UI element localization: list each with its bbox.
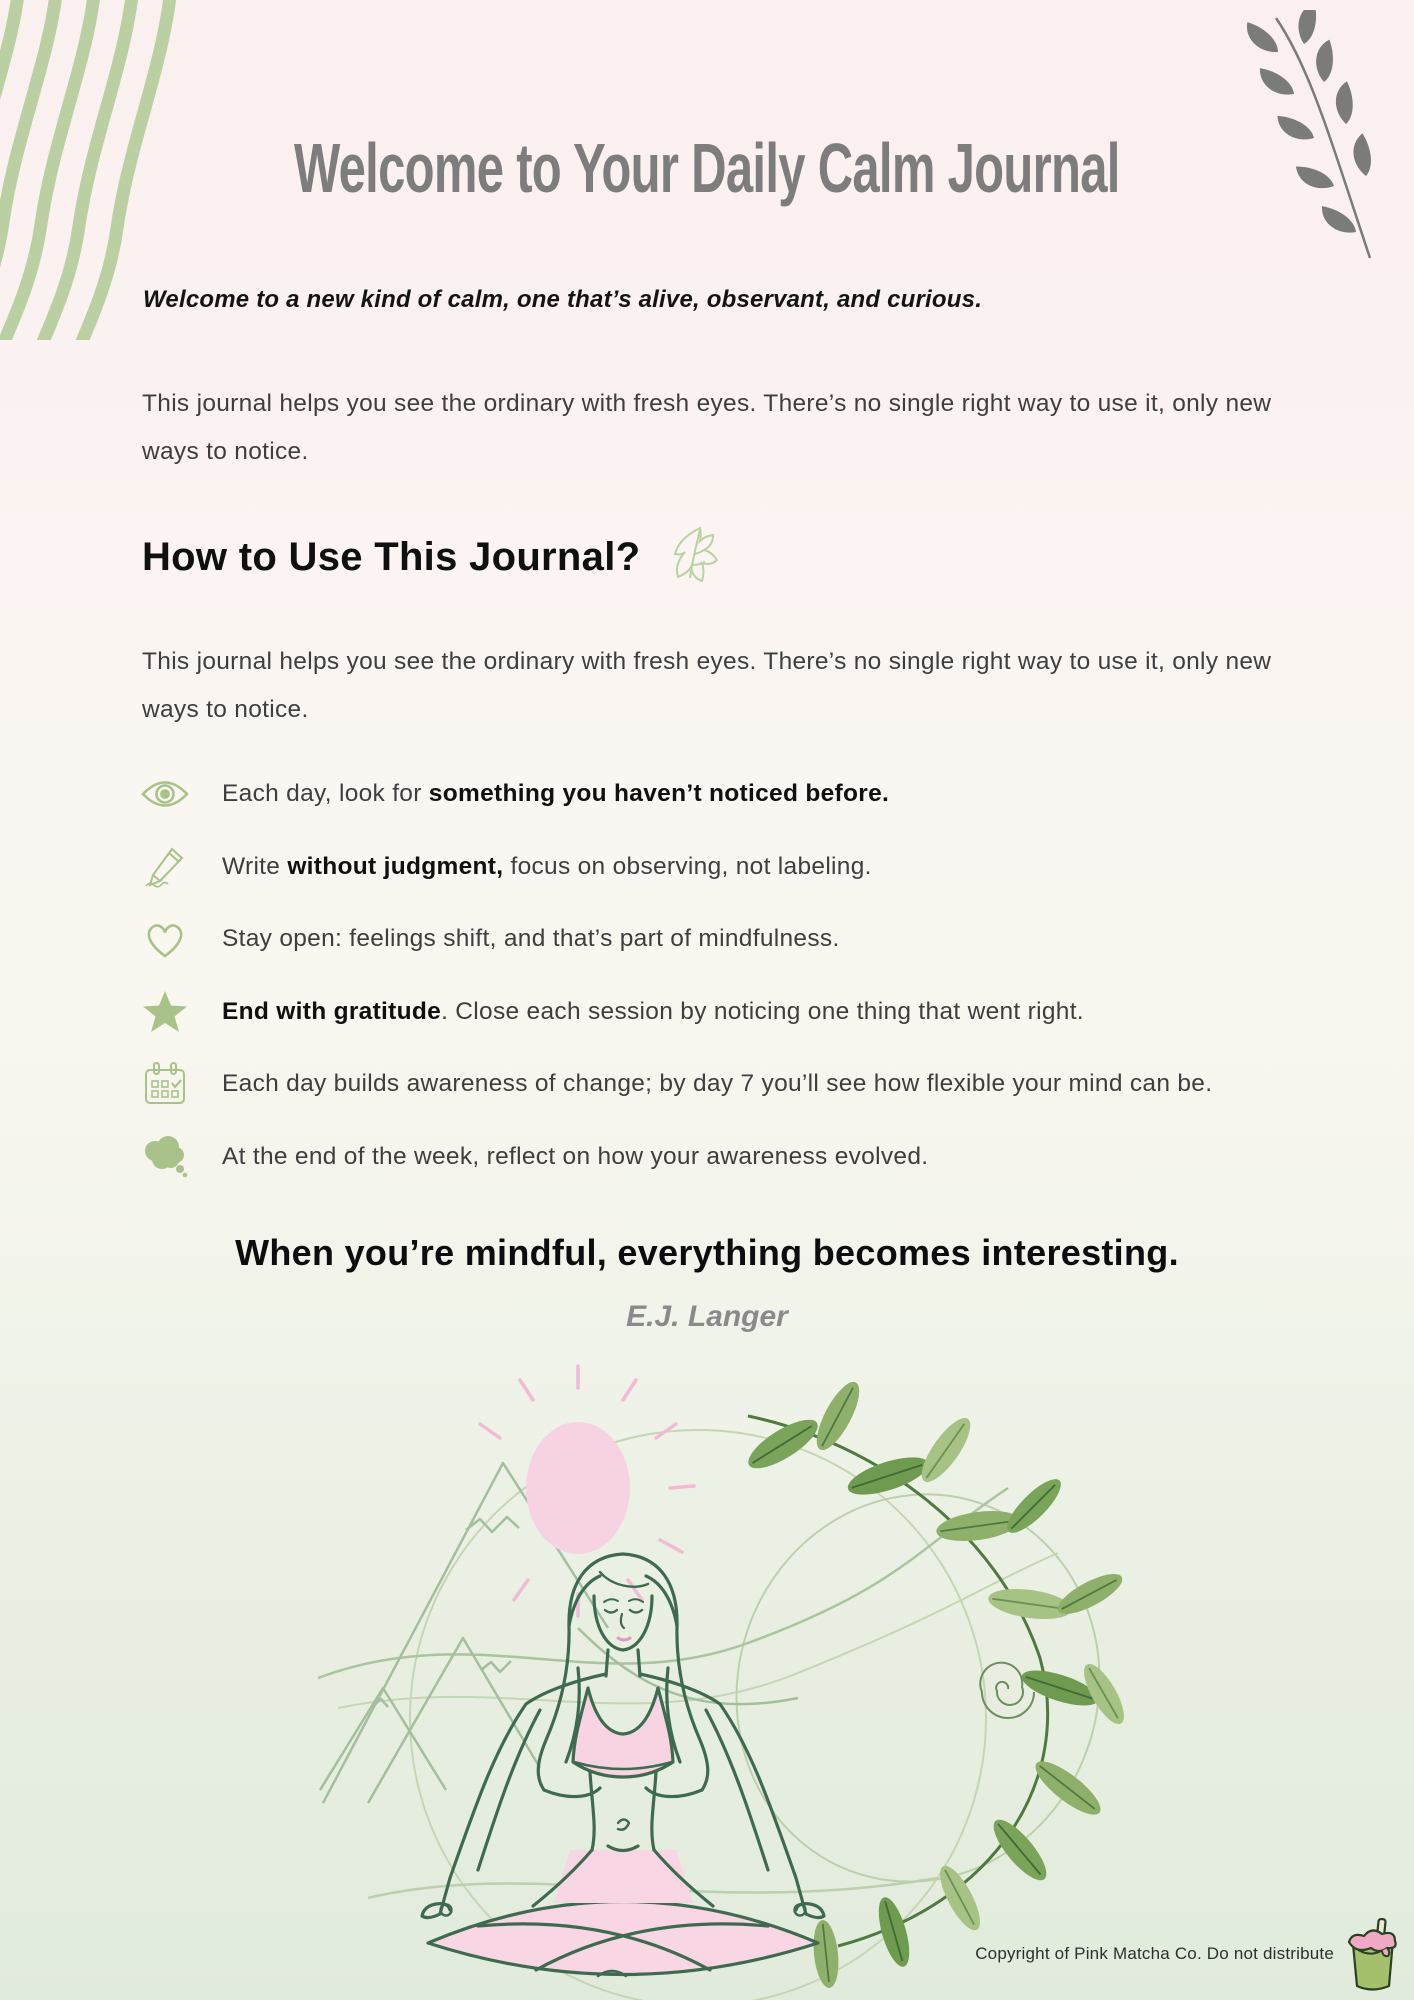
title-row [0,128,1414,208]
list-item-text: Stay open: feelings shift, and that’s part of mindfulness. [222,925,840,952]
page-title: Welcome to Your Daily Calm Journal [294,129,1120,207]
eye-icon [140,777,190,811]
list-item [140,772,1340,816]
how-to-list [140,772,1340,1207]
list-item-text: End with gratitude. Close each session by noticing one thing that went right. [222,997,1084,1025]
list-item-text: Each day, look for something you haven’t noticed before. [222,780,890,807]
section-heading: How to Use This Journal? [142,534,641,579]
list-item-text: Write without judgment, focus on observing, not labeling. [222,852,872,880]
list-item [140,845,1340,889]
list-item [140,917,1340,961]
leaf-icon [666,524,724,586]
matcha-cup-icon [1344,1916,1400,1992]
quote-attribution: E.J. Langer [626,1300,788,1333]
pencil-icon [140,845,190,889]
section-paragraph: This journal helps you see the ordinary with fresh eyes. There’s no single right way to use it, only new ways to notice. [142,648,1272,723]
list-item [140,1135,1340,1179]
meditation-illustration [278,1358,1138,2000]
intro-tagline: Welcome to a new kind of calm, one that’s alive, observant, and curious. [143,286,983,313]
thought-bubble-icon [140,1134,190,1180]
heart-icon [140,919,190,959]
quote-text: When you’re mindful, everything becomes interesting. [235,1232,1179,1273]
list-item-text: At the end of the week, reflect on how your awareness evolved. [222,1142,929,1170]
copyright-text: Copyright of Pink Matcha Co. Do not distribute [975,1944,1334,1963]
calendar-icon [140,1061,190,1107]
intro-paragraph: This journal helps you see the ordinary with fresh eyes. There’s no single right way to use it, only new ways to notice. [142,390,1272,465]
section-heading-row [142,528,724,586]
footer [975,1916,1400,1992]
list-item-text: Each day builds awareness of change; by day 7 you’ll see how flexible your mind can be. [222,1070,1213,1097]
star-icon [140,990,190,1034]
list-item [140,1062,1340,1106]
list-item [140,990,1340,1034]
